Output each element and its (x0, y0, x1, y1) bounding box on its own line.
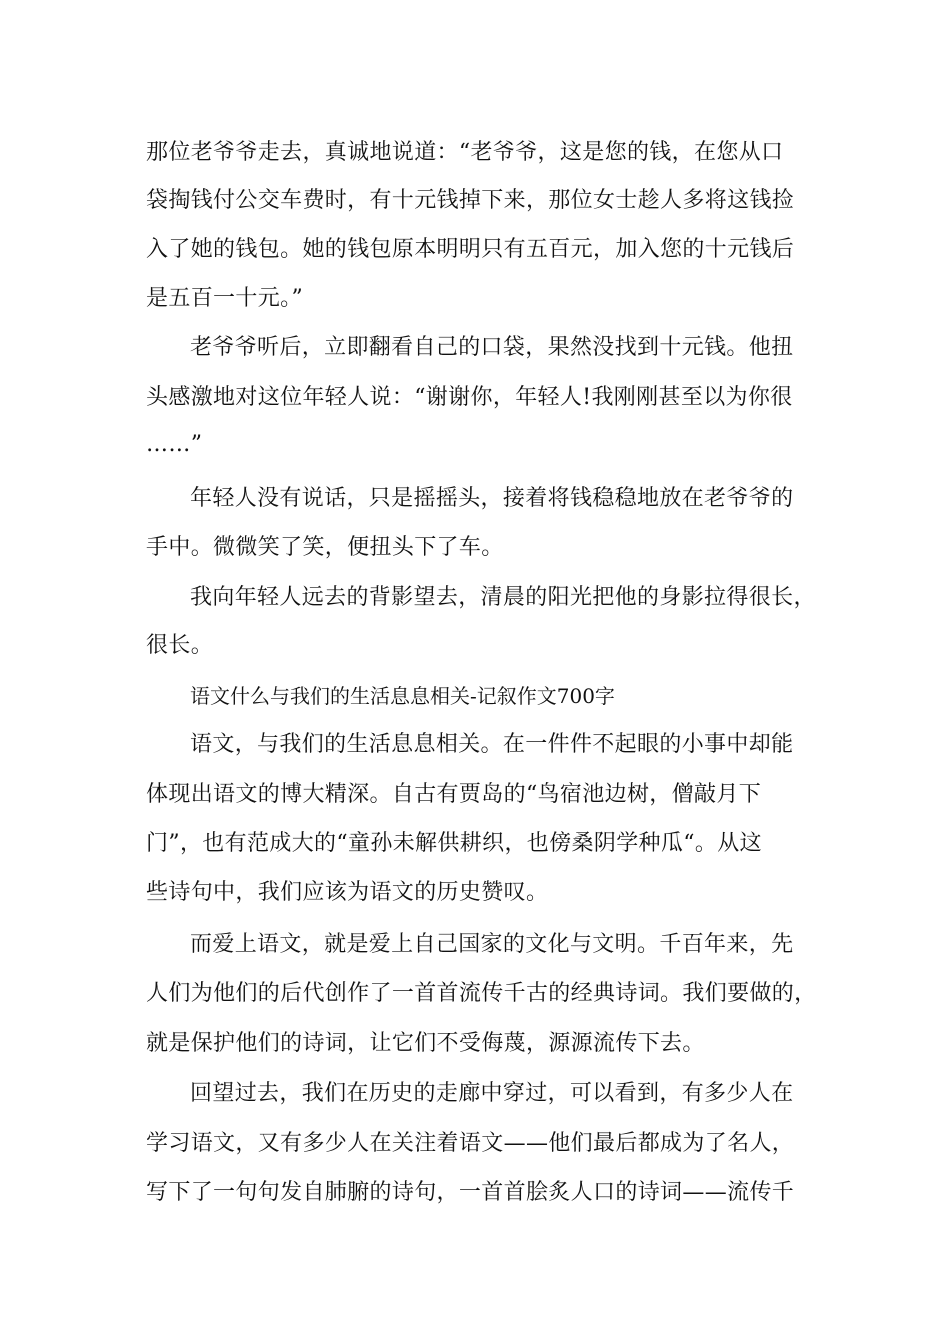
text-line: ……” (146, 432, 203, 457)
article-title: 语文什么与我们的生活息息相关-记叙作文700字 (190, 684, 615, 708)
text-line: 那位老爷爷走去，真诚地说道：“老爷爷，这是您的钱，在您从口 (146, 140, 784, 165)
text-line: 些诗句中，我们应该为语文的历史赞叹。 (146, 880, 549, 905)
text-line: 门”，也有范成大的“童孙未解供耕织，也傍桑阴学种瓜“。从这 (146, 831, 762, 856)
text-line: 袋掏钱付公交车费时，有十元钱掉下来，那位女士趁人多将这钱捡 (146, 188, 795, 213)
text-line: 手中。微微笑了笑，便扭头下了车。 (146, 535, 504, 560)
text-line: 很长。 (146, 633, 214, 658)
paragraph-first-line: 语文，与我们的生活息息相关。在一件件不起眼的小事中却能 (190, 732, 794, 757)
text-line: 是五百一十元。” (146, 286, 304, 311)
text-line: 就是保护他们的诗词，让它们不受侮蔑，源源流传下去。 (146, 1031, 705, 1056)
text-line: 人们为他们的后代创作了一首首流传千古的经典诗词。我们要做的， (146, 981, 817, 1006)
paragraph-first-line: 我向年轻人远去的背影望去，清晨的阳光把他的身影拉得很长， (190, 585, 816, 610)
text-line: 体现出语文的博大精深。自古有贾岛的“鸟宿池边树，僧敲月下 (146, 782, 762, 807)
text-line: 学习语文，又有多少人在关注着语文——他们最后都成为了名人， (146, 1131, 795, 1156)
paragraph-first-line: 而爱上语文，就是爱上自己国家的文化与文明。千百年来，先 (190, 932, 794, 957)
text-line: 写下了一句句发自肺腑的诗句，一首首脍炙人口的诗词——流传千 (146, 1180, 795, 1205)
paragraph-first-line: 回望过去，我们在历史的走廊中穿过，可以看到，有多少人在 (190, 1081, 794, 1106)
paragraph-first-line: 年轻人没有说话，只是摇摇头，接着将钱稳稳地放在老爷爷的 (190, 486, 794, 511)
text-line: 入了她的钱包。她的钱包原本明明只有五百元，加入您的十元钱后 (146, 237, 795, 262)
paragraph-first-line: 老爷爷听后，立即翻看自己的口袋，果然没找到十元钱。他扭 (190, 335, 794, 360)
text-line: 头感激地对这位年轻人说：“谢谢你，年轻人!我刚刚甚至以为你很 (146, 385, 793, 410)
